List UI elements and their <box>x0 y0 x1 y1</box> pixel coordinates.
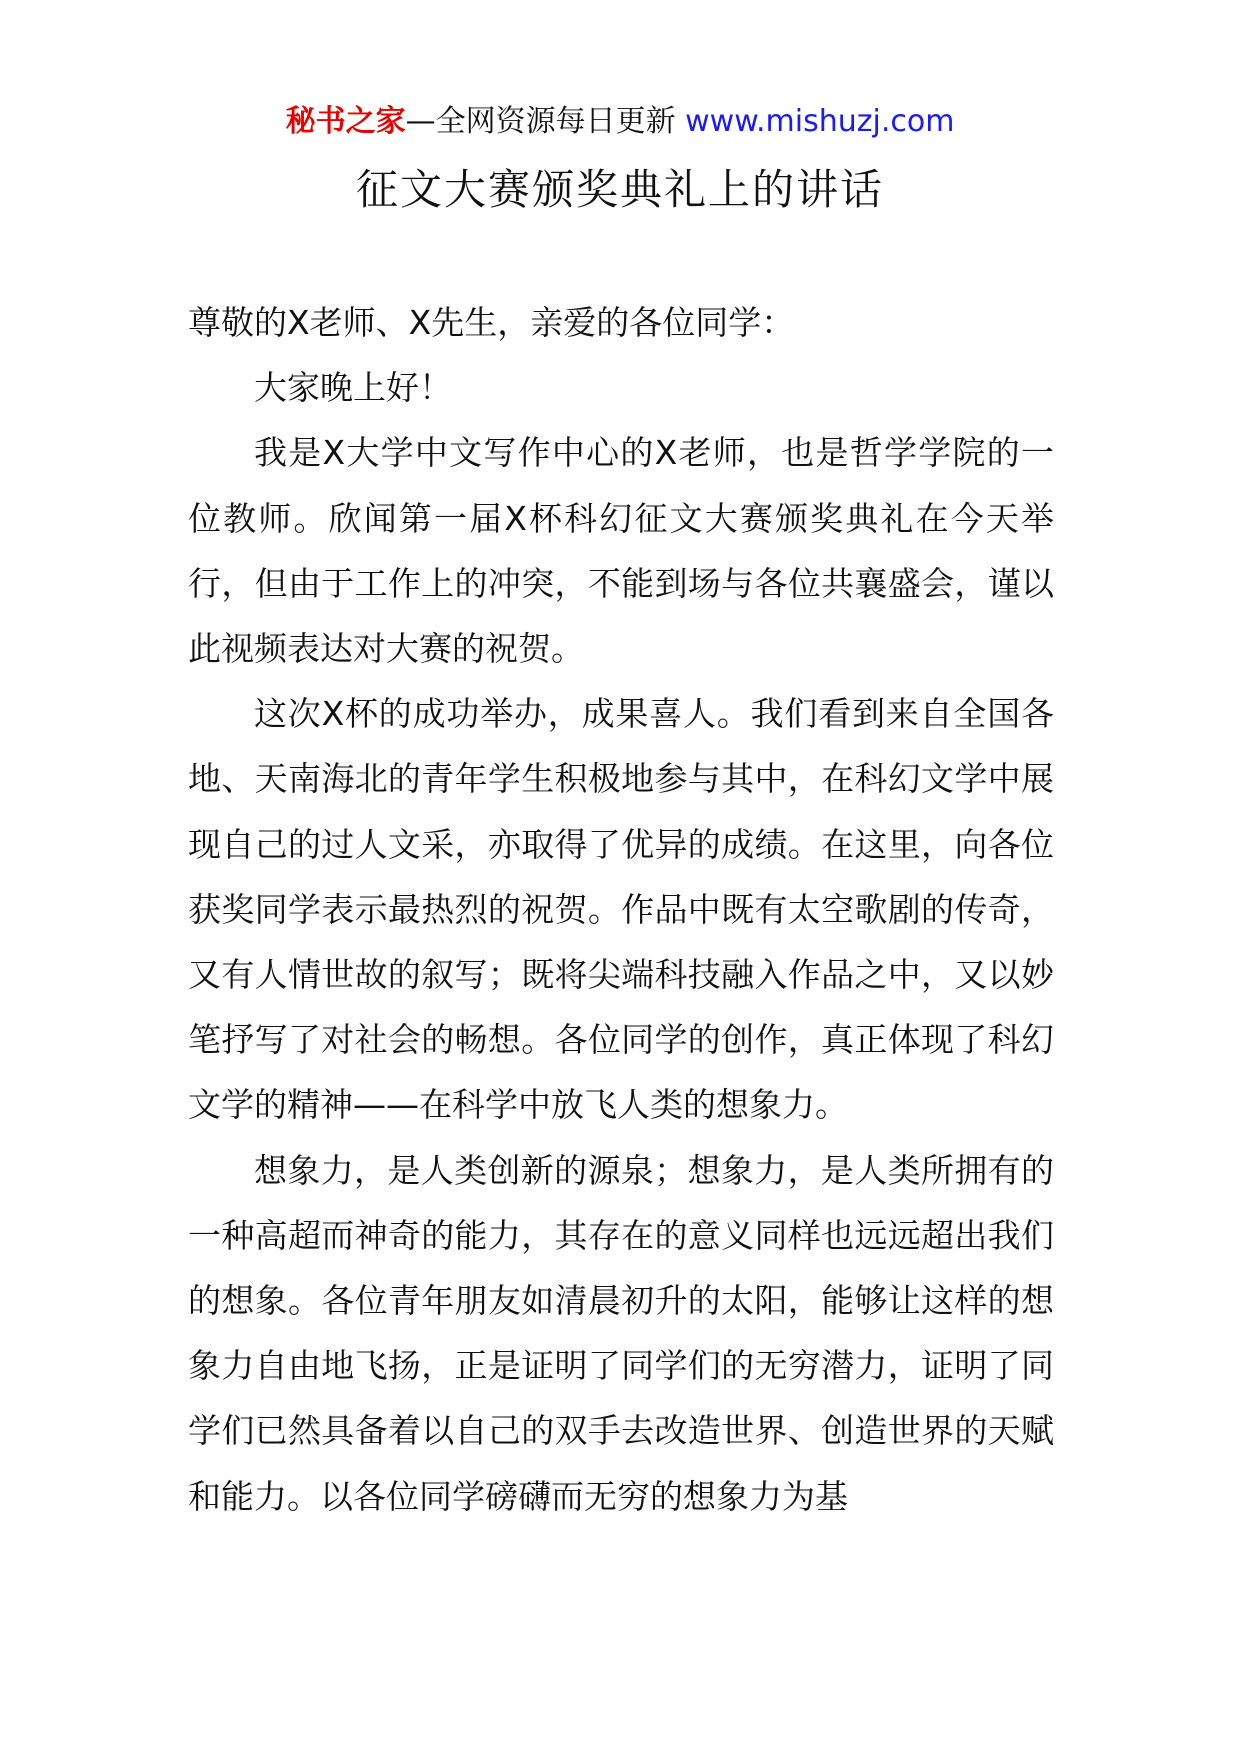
header-slogan: —全网资源每日更新 <box>405 104 686 139</box>
site-header <box>0 100 1240 144</box>
header-url-link[interactable]: www.mishuzj.com <box>685 104 955 139</box>
document-title: 征文大赛颁奖典礼上的讲话 <box>355 165 884 214</box>
paragraph-greeting: 大家晚上好！ <box>254 368 452 408</box>
paragraph-congratulations: 这次X杯的成功举办，成果喜人。我们看到来自全国各地、天南海北的青年学生积极地参与其中，在科幻文学中展现自己的过人文采，亦取得了优异的成绩。在这里，向各位获奖同学表示最热烈的祝贺。作品中既有太空歌剧的传奇，又有人情世故的叙写；既将尖端科技融入作品之中，又以妙笔抒写了对社会的畅想。各位同学的创作，真正体现了科幻文学的精神——在科学中放飞人类的想象力。 <box>188 694 1054 1125</box>
salutation: 尊敬的X老师、X先生，亲爱的各位同学： <box>188 303 795 342</box>
paragraph-introduction: 我是X大学中文写作中心的X老师，也是哲学学院的一位教师。欣闻第一届X杯科幻征文大赛颁奖典礼在今天举行，但由于工作上的冲突，不能到场与各位共襄盛会，谨以此视频表达对大赛的祝贺。 <box>188 433 1054 669</box>
paragraph-imagination: 想象力，是人类创新的源泉；想象力，是人类所拥有的一种高超而神奇的能力，其存在的意义同样也远远超出我们的想象。各位青年朋友如清晨初升的太阳，能够让这样的想象力自由地飞扬，正是证明了同学们的无穷潜力，证明了同学们已然具备着以自己的双手去改造世界、创造世界的天赋和能力。以各位同学磅礴而无穷的想象力为基 <box>188 1150 1054 1516</box>
header-brand: 秘书之家 <box>285 104 406 139</box>
document-body <box>188 290 1054 1529</box>
